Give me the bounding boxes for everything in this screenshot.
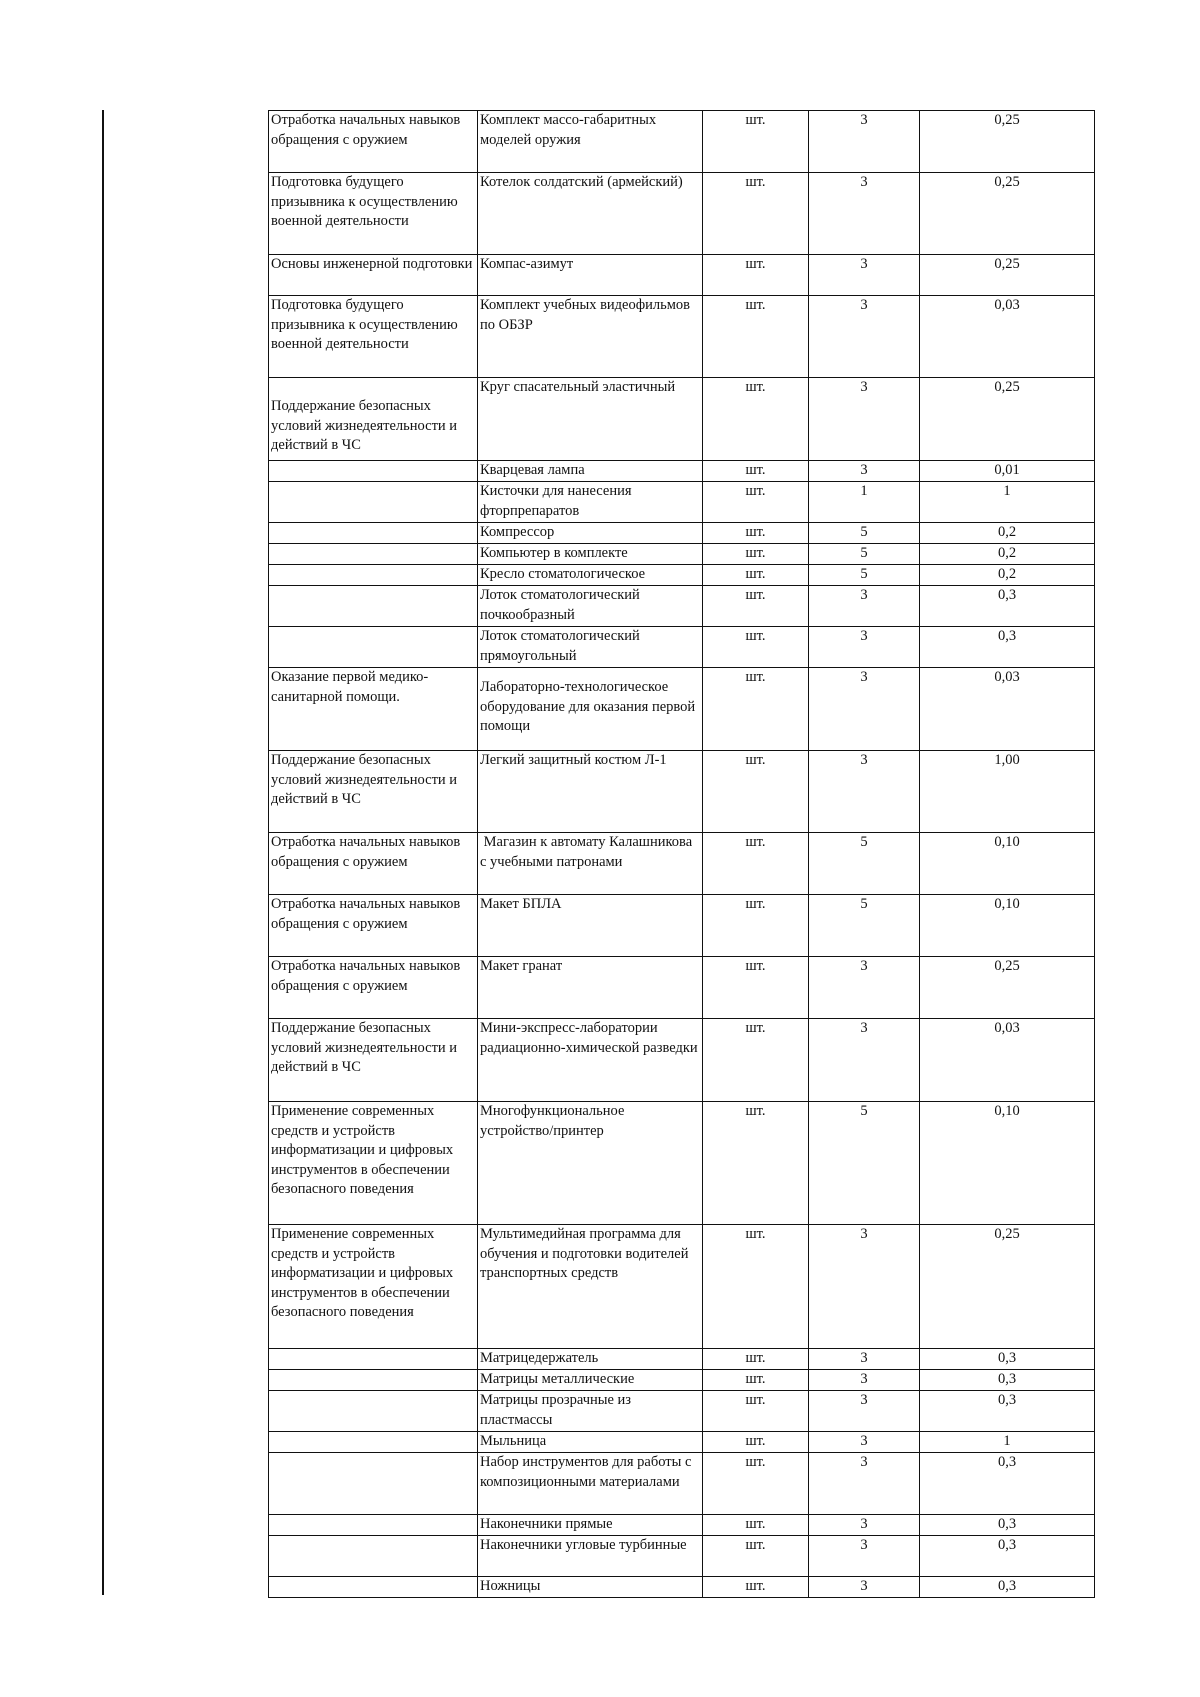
unit-cell: шт. (703, 1432, 809, 1453)
table-row (269, 461, 1095, 482)
quantity-cell: 3 (809, 378, 920, 461)
unit-cell: шт. (703, 173, 809, 255)
coefficient-cell: 0,25 (920, 111, 1095, 173)
section-cell: Оказание первой медико-санитарной помощи. (269, 668, 478, 751)
item-cell: Магазин к автомату Калашникова с учебными патронами (478, 833, 703, 895)
coefficient-cell: 0,25 (920, 173, 1095, 255)
coefficient-cell: 0,03 (920, 1019, 1095, 1102)
table-row (269, 1453, 1095, 1515)
table-row (269, 255, 1095, 296)
unit-cell: шт. (703, 111, 809, 173)
quantity-cell: 3 (809, 1432, 920, 1453)
coefficient-cell: 0,25 (920, 957, 1095, 1019)
coefficient-cell: 0,2 (920, 523, 1095, 544)
section-cell (269, 1391, 478, 1432)
item-cell: Мультимедийная программа для обучения и подготовки водителей транспортных средств (478, 1225, 703, 1349)
section-cell (269, 1453, 478, 1515)
item-cell: Компьютер в комплекте (478, 544, 703, 565)
section-cell: Поддержание безопасных условий жизнедеятельности и действий в ЧС (269, 1019, 478, 1102)
section-cell (269, 523, 478, 544)
section-cell: Подготовка будущего призывника к осуществлению военной деятельности (269, 173, 478, 255)
section-cell (269, 1515, 478, 1536)
item-cell: Матрицедержатель (478, 1349, 703, 1370)
quantity-cell: 3 (809, 1370, 920, 1391)
table-row (269, 1019, 1095, 1102)
quantity-cell: 3 (809, 296, 920, 378)
section-cell (269, 544, 478, 565)
quantity-cell: 3 (809, 668, 920, 751)
table-row (269, 1432, 1095, 1453)
coefficient-cell: 0,25 (920, 255, 1095, 296)
section-cell (269, 627, 478, 668)
table-row (269, 586, 1095, 627)
section-cell: Основы инженерной подготовки (269, 255, 478, 296)
equipment-table (268, 110, 1095, 1598)
item-cell: Наконечники прямые (478, 1515, 703, 1536)
coefficient-cell: 0,03 (920, 296, 1095, 378)
unit-cell: шт. (703, 1019, 809, 1102)
coefficient-cell: 0,10 (920, 1102, 1095, 1225)
unit-cell: шт. (703, 586, 809, 627)
table-row (269, 668, 1095, 751)
table-row (269, 523, 1095, 544)
quantity-cell: 3 (809, 1019, 920, 1102)
item-cell: Кисточки для нанесения фторпрепаратов (478, 482, 703, 523)
item-cell: Кресло стоматологическое (478, 565, 703, 586)
coefficient-cell: 0,2 (920, 565, 1095, 586)
coefficient-cell: 0,3 (920, 586, 1095, 627)
table-row (269, 833, 1095, 895)
item-cell: Круг спасательный эластичный (478, 378, 703, 461)
unit-cell: шт. (703, 1370, 809, 1391)
item-cell: Макет БПЛА (478, 895, 703, 957)
unit-cell: шт. (703, 378, 809, 461)
left-margin-rule (102, 110, 104, 1595)
unit-cell: шт. (703, 1536, 809, 1577)
coefficient-cell: 0,3 (920, 1391, 1095, 1432)
section-cell (269, 565, 478, 586)
quantity-cell: 5 (809, 565, 920, 586)
coefficient-cell: 0,25 (920, 378, 1095, 461)
table-row (269, 1577, 1095, 1598)
unit-cell: шт. (703, 255, 809, 296)
quantity-cell: 3 (809, 461, 920, 482)
coefficient-cell: 1 (920, 1432, 1095, 1453)
quantity-cell: 3 (809, 1577, 920, 1598)
item-cell: Лоток стоматологический прямоугольный (478, 627, 703, 668)
quantity-cell: 3 (809, 255, 920, 296)
unit-cell: шт. (703, 1577, 809, 1598)
unit-cell: шт. (703, 627, 809, 668)
section-cell: Отработка начальных навыков обращения с оружием (269, 111, 478, 173)
coefficient-cell: 0,3 (920, 1370, 1095, 1391)
section-cell: Подготовка будущего призывника к осуществлению военной деятельности (269, 296, 478, 378)
item-cell: Компрессор (478, 523, 703, 544)
quantity-cell: 3 (809, 1391, 920, 1432)
item-cell: Наконечники угловые турбинные (478, 1536, 703, 1577)
unit-cell: шт. (703, 544, 809, 565)
coefficient-cell: 0,3 (920, 1349, 1095, 1370)
section-cell (269, 461, 478, 482)
table-row (269, 378, 1095, 461)
unit-cell: шт. (703, 1453, 809, 1515)
table-row (269, 544, 1095, 565)
quantity-cell: 5 (809, 895, 920, 957)
table-row (269, 957, 1095, 1019)
table-row (269, 296, 1095, 378)
table-row (269, 627, 1095, 668)
quantity-cell: 3 (809, 1515, 920, 1536)
unit-cell: шт. (703, 1515, 809, 1536)
table-row (269, 1370, 1095, 1391)
item-cell: Лоток стоматологический почкообразный (478, 586, 703, 627)
quantity-cell: 1 (809, 482, 920, 523)
item-text: Лабораторно-технологическое оборудование для оказания первой помощи (480, 679, 696, 734)
coefficient-cell: 0,3 (920, 1577, 1095, 1598)
table-row (269, 1515, 1095, 1536)
item-cell: Макет гранат (478, 957, 703, 1019)
unit-cell: шт. (703, 482, 809, 523)
item-cell: Мини-экспресс-лаборатории радиационно-химической разведки (478, 1019, 703, 1102)
section-cell (269, 1432, 478, 1453)
unit-cell: шт. (703, 957, 809, 1019)
quantity-cell: 5 (809, 544, 920, 565)
section-cell: Отработка начальных навыков обращения с оружием (269, 895, 478, 957)
unit-cell: шт. (703, 1391, 809, 1432)
coefficient-cell: 1 (920, 482, 1095, 523)
unit-cell: шт. (703, 523, 809, 544)
coefficient-cell: 0,01 (920, 461, 1095, 482)
quantity-cell: 3 (809, 1225, 920, 1349)
quantity-cell: 5 (809, 1102, 920, 1225)
unit-cell: шт. (703, 895, 809, 957)
section-cell (269, 482, 478, 523)
quantity-cell: 3 (809, 111, 920, 173)
quantity-cell: 3 (809, 586, 920, 627)
quantity-cell: 3 (809, 957, 920, 1019)
coefficient-cell: 0,3 (920, 1453, 1095, 1515)
item-cell: Компас-азимут (478, 255, 703, 296)
item-cell: Комплект учебных видеофильмов по ОБЗР (478, 296, 703, 378)
item-cell: Матрицы металлические (478, 1370, 703, 1391)
section-cell: Поддержание безопасных условий жизнедеятельности и действий в ЧС (269, 751, 478, 833)
table-row (269, 1349, 1095, 1370)
unit-cell: шт. (703, 296, 809, 378)
unit-cell: шт. (703, 565, 809, 586)
coefficient-cell: 0,3 (920, 627, 1095, 668)
item-cell: Мыльница (478, 1432, 703, 1453)
item-cell: Набор инструментов для работы с композиционными материалами (478, 1453, 703, 1515)
coefficient-cell: 0,2 (920, 544, 1095, 565)
coefficient-cell: 0,10 (920, 895, 1095, 957)
unit-cell: шт. (703, 668, 809, 751)
item-cell: Матрицы прозрачные из пластмассы (478, 1391, 703, 1432)
coefficient-cell: 0,3 (920, 1515, 1095, 1536)
section-cell: Применение современных средств и устройств информатизации и цифровых инструментов в обеспечении безопасного поведения (269, 1102, 478, 1225)
quantity-cell: 3 (809, 1349, 920, 1370)
section-cell (269, 1370, 478, 1391)
table-row (269, 1536, 1095, 1577)
table-row (269, 895, 1095, 957)
section-cell (269, 1536, 478, 1577)
unit-cell: шт. (703, 461, 809, 482)
section-text: Поддержание безопасных условий жизнедеятельности и действий в ЧС (271, 398, 458, 453)
coefficient-cell: 0,25 (920, 1225, 1095, 1349)
item-cell (478, 668, 703, 751)
quantity-cell: 3 (809, 1536, 920, 1577)
section-cell (269, 378, 478, 461)
quantity-cell: 3 (809, 173, 920, 255)
quantity-cell: 5 (809, 833, 920, 895)
table-row (269, 1102, 1095, 1225)
section-cell: Применение современных средств и устройств информатизации и цифровых инструментов в обеспечении безопасного поведения (269, 1225, 478, 1349)
table-row (269, 565, 1095, 586)
unit-cell: шт. (703, 833, 809, 895)
unit-cell: шт. (703, 1102, 809, 1225)
item-cell: Комплект массо-габаритных моделей оружия (478, 111, 703, 173)
unit-cell: шт. (703, 1225, 809, 1349)
table-row (269, 111, 1095, 173)
item-cell: Котелок солдатский (армейский) (478, 173, 703, 255)
table-row (269, 173, 1095, 255)
coefficient-cell: 0,3 (920, 1536, 1095, 1577)
quantity-cell: 3 (809, 1453, 920, 1515)
item-cell: Ножницы (478, 1577, 703, 1598)
table-row (269, 751, 1095, 833)
unit-cell: шт. (703, 751, 809, 833)
section-cell (269, 586, 478, 627)
coefficient-cell: 0,10 (920, 833, 1095, 895)
quantity-cell: 3 (809, 627, 920, 668)
section-cell (269, 1349, 478, 1370)
coefficient-cell: 0,03 (920, 668, 1095, 751)
table-row (269, 1391, 1095, 1432)
section-cell (269, 1577, 478, 1598)
item-cell: Кварцевая лампа (478, 461, 703, 482)
item-cell: Многофункциональное устройство/принтер (478, 1102, 703, 1225)
coefficient-cell: 1,00 (920, 751, 1095, 833)
table-row (269, 1225, 1095, 1349)
item-cell: Легкий защитный костюм Л-1 (478, 751, 703, 833)
section-cell: Отработка начальных навыков обращения с оружием (269, 833, 478, 895)
quantity-cell: 3 (809, 751, 920, 833)
quantity-cell: 5 (809, 523, 920, 544)
unit-cell: шт. (703, 1349, 809, 1370)
section-cell: Отработка начальных навыков обращения с оружием (269, 957, 478, 1019)
table-row (269, 482, 1095, 523)
